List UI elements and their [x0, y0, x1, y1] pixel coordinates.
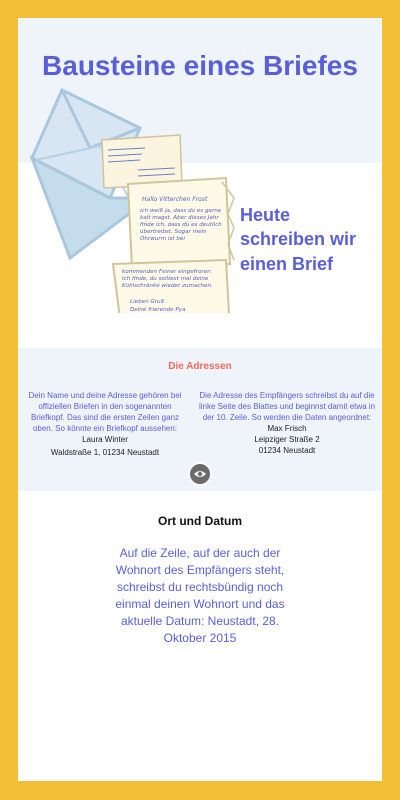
place-date-text: Auf die Zeile, auf der auch der Wohnort des Empfängers steht, schreibst du rechtsbündig noch einmal deinen Wohnort und das aktuelle Datum: Neustadt, 28. Oktober 2015	[115, 546, 285, 645]
page-card	[18, 18, 382, 781]
letter-body: ich weiß ja, dass du es gerne kalt magst. Aber dieses Jahr finde ich, dass du es deutlich übertreibst. Sogar mein Ohrwurm ist bei	[140, 208, 222, 242]
recipient-description: Die Adresse des Empfängers schreibst du auf die linke Seite des Blattes und beginnst damit etwa in der 10. Zeile. So werden die Daten angeordnet:	[198, 391, 376, 422]
recipient-column	[196, 390, 378, 456]
recipient-name: Max Frisch	[267, 424, 307, 433]
addresses-title: Die Adressen	[168, 361, 232, 372]
sender-column	[26, 390, 184, 458]
eye-icon	[193, 469, 207, 479]
page-subtitle: Heute schreiben wir einen Brief	[240, 205, 357, 274]
addresses-section	[18, 348, 382, 491]
letter-signature: Deine frierende Pya	[130, 307, 186, 313]
reveal-button[interactable]	[188, 462, 212, 486]
recipient-city: 01234 Neustadt	[258, 446, 316, 455]
letter-body-continued: kommenden Feiner eingefroren. Ich finde, du solltest mal deine Kühlschränke wieder zumachen.	[122, 269, 213, 289]
recipient-street: Leipziger Straße 2	[254, 435, 320, 444]
place-date-title: Ort und Datum	[158, 514, 242, 528]
envelope-letter-icon	[30, 88, 245, 313]
sender-name: Laura Winter	[82, 435, 128, 444]
letter-closing: Lieben Gruß	[130, 299, 165, 305]
sender-description: Dein Name und deine Adresse gehören bei offiziellen Briefen in den sogenannten Briefkopf. Das sind die ersten Zeilen ganz oben. So könnte ein Briefkopf aussehen:	[28, 391, 182, 433]
page-title: Bausteine eines Briefes	[42, 50, 358, 81]
letter-greeting: Hallo Vitterchen Frost	[142, 196, 208, 203]
sender-address: Waldstraße 1, 01234 Neustadt	[50, 448, 160, 457]
